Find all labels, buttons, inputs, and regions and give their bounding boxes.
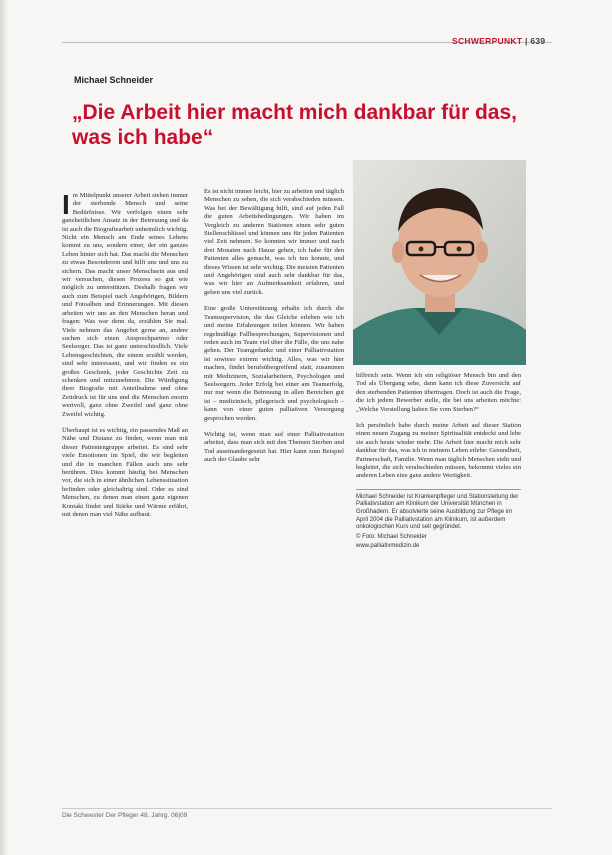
paragraph: Eine große Unterstützung erhalte ich durch die Teamsupervision, die das Gleiche erleben wie ich und meine Erfahrungen teilen können. Wir haben regelmäßige Fallbesprechungen, Supervisionen und reden auch im Team viel über die Fälle, die uns nahe gehen. Der Teamgedanke und einer Palliativstation ist sowieso extrem wichtig. Alles, was wir hier machen, findet berufsübergreifend statt, zusammen mit Medizinern, Sozialarbeitern, Psychologen und Seelsorgern. Jeder Erfolg bei einer am Teamerfolg, nur nur wenn die Betreuung in allen Bereichen gut ist – medizinisch, pflegerisch und psychologisch – kann von einer guten palliativen Versorgung gesprochen werden.	[204, 305, 344, 422]
paragraph: hilfreich sein. Wenn ich ein religiöser Mensch bin und den Tod als Übergang sehe, dann kann ich diese Zuversicht auf den sterbenden Patienten übertragen. Doch ist auch die Frage, die ich jedem Bewerber stelle, die bei uns arbeiten möchte: „Welche Vorstellung haben Sie vom Sterben?“	[356, 372, 521, 413]
photo-credit: © Foto: Michael Schneider	[356, 533, 427, 540]
footer-rule	[62, 808, 552, 809]
article-column-2	[204, 188, 344, 473]
page-edge-shadow	[0, 0, 8, 855]
article-column-3	[356, 372, 521, 553]
paragraph	[62, 189, 188, 419]
portrait-photo	[353, 160, 526, 365]
article-column-1	[62, 189, 188, 527]
paragraph: Ich persönlich habe durch meine Arbeit auf dieser Station einen neuen Zugang zu meiner Spiritualität entdeckt und lebe sie auch heute wieder mehr. Die Arbeit hier macht mich sehr dankbar für das, was ich in meinem Leben erlebe: Gesundheit, Partnerschaft, Familie. Wenn man täglich Menschen sieht und begleitet, die sich verabschieden müssen, bekommt vieles ein anderen Leben eine ganz andere Wertigkeit.	[356, 422, 521, 480]
bio-text: Michael Schneider ist Krankenpfleger und Stationsleitung der Palliativstation am Klinikum der Universität München in Großhadern. Er absolvierte seine Ausbildung zur Pflege im April 2004 die Palliativstation am Klinikum, ist außerdem onkologischen Kurs und seit gegründet.	[356, 493, 519, 531]
section-label: SCHWERPUNKT	[452, 36, 523, 46]
page-number: 639	[530, 36, 546, 46]
page-footer: Die Schwester Der Pfleger 48. Jahrg. 06|09	[62, 812, 188, 819]
paragraph: Wichtig ist, wenn man auf einer Palliativstation arbeitet, dass man sich mit den Themen Sterben und Tod auseinandergesetzt hat. Hier kann zum Beispiel auch der Glaube sehr	[204, 430, 344, 464]
bio-link: www.palliativmedizin.de	[356, 543, 420, 550]
author-name: Michael Schneider	[74, 75, 154, 85]
paragraph: Es ist nicht immer leicht, hier zu arbeiten und täglich Menschen zu sehen, die sich verabschieden müssen. Was bei der Bewältigung hilft, sind auf jeden Fall die guten Arbeitsbedingungen. Wir haben im Vergleich zu anderen Stationen einen sehr guten Stellenschlüssel und können uns für jeden Patienten viel Zeit nehmen. So konnten wir immer und nach drei Monaten nach Hause gehen, ich habe für den Patienten alles gemacht, was ich tun konnte, und dieses Wissen ist sehr wichtig. Die meisten Patienten und Angehörigen sind auch sehr dankbar für das, was wir hier an Aufmerksamkeit erfahren, und geben uns viel zurück.	[204, 188, 344, 296]
portrait-photo-illustration	[353, 160, 526, 365]
section-header: SCHWERPUNKT | 639	[452, 36, 546, 46]
drop-cap: I	[62, 189, 70, 220]
author-bio-box	[356, 489, 521, 551]
paragraph-text: m Mittelpunkt unserer Arbeit stehen immer der sterbende Mensch und seine Bedürfnisse. Wir verfolgen einen sehr ganzheitlichen Ansatz in der Betreuung und da ist auch die Biografiearbeit unheimlich wichtig. Nicht ein Mensch am Ende seines Lebens kommt zu uns, sondern einer, der ein ganzes Leben hinter sich hat. Das macht die Menschen zu etwas Besonderem und hilft uns und uns zu sichern. Das macht unser Menschsein aus und wir versuchen, diesen Prozess so gut wie möglich zu unterstützen. Deshalb fragen wir auch zum Beispiel nach Angehörigen, Bildern und Fotoalben und Erinnerungen. Mit diesen arbeiten wir uns an den Menschen heran und fragen: Was war denn da, erzählen Sie mal. Viele nehmen das Angebot gerne an, andere suchen sich einen Ansprechpartner oder Seelsorger. Das ist ganz unterschiedlich. Viele Lebensgeschichten, die einem erzählt werden, sind sehr interessant, und wir finden es ein großes Geschenk, jeder Geschichte Zeit zu schenken und mitzunehmen. Die Würdigung ihrer Biografie mit Anteilnahme und ohne Zeitdruck ist für uns und die Menschen enorm wertvoll, ganz ohne Zweifel und ganz ohne Zweifel wichtig.	[62, 192, 188, 418]
article-headline: „Die Arbeit hier macht mich dankbar für das, was ich habe“	[72, 101, 517, 149]
paragraph: Überhaupt ist es wichtig, ein passendes Maß an Nähe und Distanz zu finden, wenn man mit dieser Patientengruppe arbeitet. Es sind sehr viele Emotionen im Spiel, die wir begleiten und die in manchen Fällen auch uns sehr berühren. Dies kommt häufig bei Menschen vor, die sich in einer ähnlichen Lebenssituation befinden oder gleichaltrig sind. Oder es sind Menschen, zu denen man einen ganz eigenen Kontakt findet und Stärke und Wärme erfährt, mit denen man viel Nähe aufbaut.	[62, 426, 188, 519]
